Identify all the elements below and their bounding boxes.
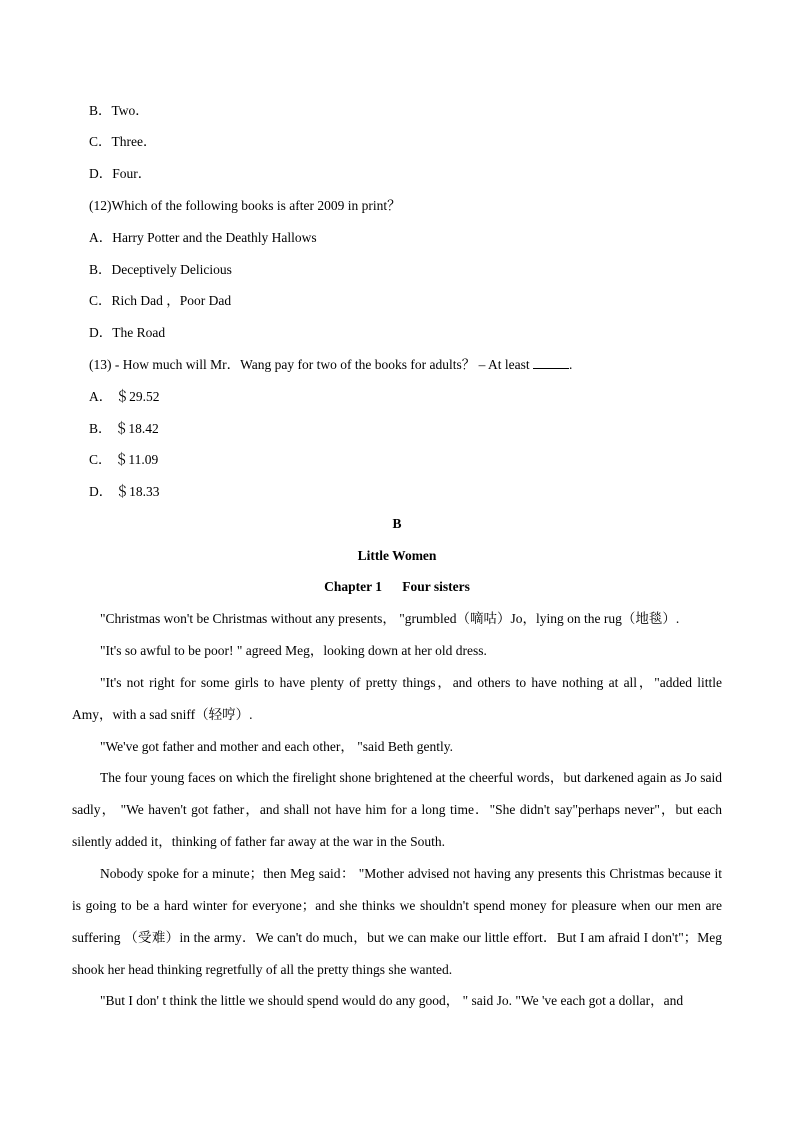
- paragraph-5: The four young faces on which the firelight shone brightened at the cheerful words，but darkened again as Jo said sadly， "We haven't got father，and shall not have him for a long time．"She didn't say"perhaps never"，but each silently added it，thinking of father far away at the war in the South.: [72, 770, 722, 849]
- chapter-heading: Chapter 1 Four sisters: [324, 579, 470, 594]
- q12-option-a: A．Harry Potter and the Deathly Hallows: [89, 230, 317, 245]
- q13-option-c: C． ＄11.09: [89, 452, 159, 467]
- q13-stem-text: (13) - How much will Mr．Wang pay for two of the books for adults？ – At least: [89, 357, 533, 372]
- paragraph-1: "Christmas won't be Christmas without any presents， "grumbled（嘀咕）Jo，lying on the rug（地毯）.: [100, 611, 680, 626]
- answer-blank: [533, 356, 569, 369]
- paragraph-7: "But I don' t think the little we should spend would do any good， " said Jo. "We 've each got a dollar，and: [100, 993, 684, 1008]
- q11-option-d: D．Four．: [89, 166, 152, 181]
- q13-stem-end: .: [568, 357, 573, 372]
- paragraph-3: "It's not right for some girls to have plenty of pretty things，and others to have nothing at all，"added little Amy，with a sad sniff（轻哼）.: [72, 675, 722, 722]
- q12-option-c: C．Rich Dad ，Poor Dad: [89, 293, 232, 308]
- q13-option-b: B． ＄18.42: [89, 421, 159, 436]
- q12-stem: (12)Which of the following books is after 2009 in print？: [89, 198, 401, 213]
- paragraph-2: "It's so awful to be poor! " agreed Meg，looking down at her old dress.: [100, 643, 487, 658]
- q11-option-b: B．Two．: [89, 103, 149, 118]
- q13-option-a: A． ＄29.52: [89, 389, 160, 404]
- q13-stem: [89, 356, 572, 374]
- q11-option-c: C．Three．: [89, 134, 157, 149]
- paragraph-4: "We've got father and mother and each other， "said Beth gently.: [100, 739, 453, 754]
- paragraph-6: Nobody spoke for a minute；then Meg said： "Mother advised not having any presents this Christmas because it is going to be a hard winter for everyone；and she thinks we shouldn't spend money for pleasure when our men are suffering （受难）in the army．We can't do much，but we can make our little effort．But I am afraid I don't"；Meg shook her head thinking regretfully of all the pretty things she wanted.: [72, 866, 722, 977]
- passage-title: Little Women: [357, 548, 437, 563]
- section-label: B: [392, 516, 402, 531]
- q13-option-d: D． ＄18.33: [89, 484, 160, 499]
- q12-option-d: D．The Road: [89, 325, 166, 340]
- q12-option-b: B．Deceptively Delicious: [89, 262, 232, 277]
